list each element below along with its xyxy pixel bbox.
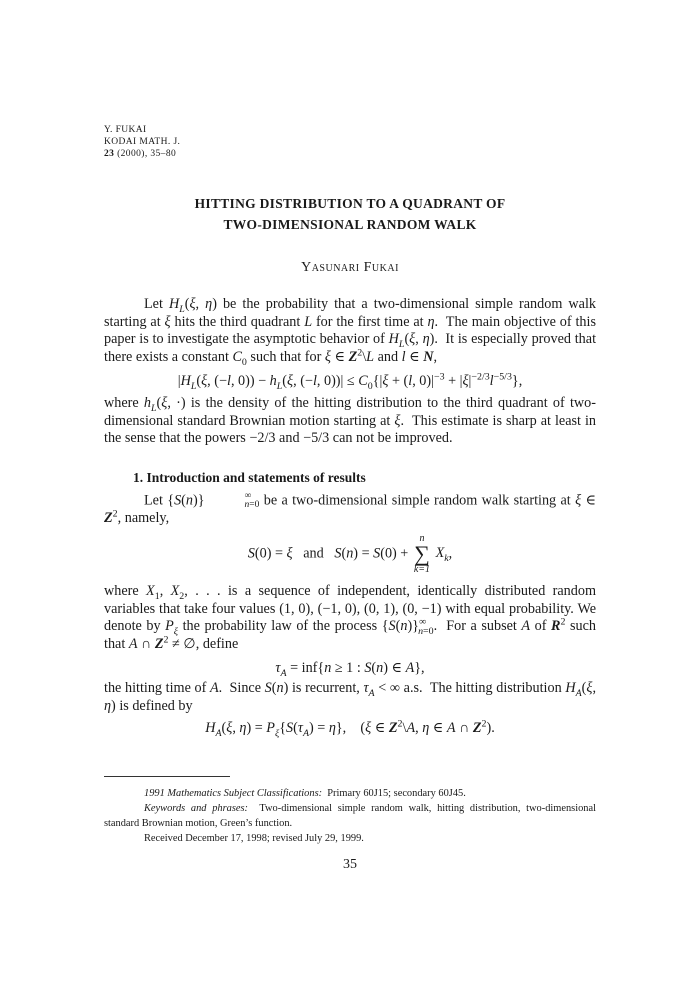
intro-paragraph-2: where $X_1$, $X_2$, . . . is a sequence of independent, identically distributed random variables that take four values (1, 0), (−1, 0), (0, 1), (0, −1) with equal probability. We denote by $P_\xi$ the probability law of the process $\{S(n)\}^\infty_{n=0}$. For a subset A of $R^2$ such that A ∩ $Z^2$ ≠ ∅, define — [104, 583, 597, 652]
abstract-paragraph-2: where $h_L(\xi$, ·) is the density of the hitting distribution to the third quadrant of two-dimensional standard Brownian motion starting at ξ. This estimate is sharp at least in the sense that the powers −2/3 and −5/3 can not be improved. — [104, 395, 596, 446]
header-pages: (2000), 35–80 — [117, 149, 177, 159]
page-number: 35 — [343, 857, 357, 872]
intro-paragraph-3: the hitting time of A. Since S(n) is recurrent, $\tau_A$ < ∞ a.s. The hitting distribution $H_A(\xi$, η) is defined by — [104, 680, 596, 714]
paper-title — [104, 193, 596, 235]
keywords-label: Keywords and phrases: — [144, 803, 248, 814]
section-heading: 1. Introduction and statements of results — [133, 470, 366, 485]
footnote-keywords — [104, 801, 596, 831]
walk-definition-equation: S(0) = ξ and S(n) = S(0) + n ∑ k=1 $X_k$, — [247, 533, 453, 575]
classification-label: 1991 Mathematics Subject Classifications: — [144, 788, 323, 799]
header-journal: KODAI MATH. J. — [104, 137, 181, 147]
hitting-time-equation: $\tau_A = inf\{n \ge 1$ : S(n) ∈ A}, — [275, 660, 425, 679]
title-line-2: TWO-DIMENSIONAL RANDOM WALK — [223, 217, 477, 232]
header-citation — [104, 148, 180, 160]
author-name: Yasunari Fukai — [301, 260, 399, 275]
intro-paragraph-1: Let {S(n)} ∞ n=0 be a two-dimensional simple random walk starting at ξ ∈ $Z^2$, namely, — [104, 491, 596, 526]
abstract-paragraph-1: Let $H_L(\xi$, η) be the probability that a two-dimensional simple random walk starting at ξ hits the third quadrant L for the first time at η. The main objective of this paper is to investigate the asymptotic behavior of $H_L(\xi$, η). It is especially proved that there exists a constant $C_0$ such that for ξ ∈ $Z^2\backslash L$ and l ∈ N, — [104, 296, 597, 368]
footnote-classification — [104, 786, 596, 801]
header-volume: 23 — [104, 149, 115, 159]
footnote-rule — [104, 776, 230, 777]
running-header — [104, 124, 180, 160]
footnote-received: Received December 17, 1998; revised July 29, 1999. — [144, 833, 364, 844]
keywords-text: Two-dimensional simple random walk, hitting distribution, two-dimensional standard Brownian motion, Green’s function. — [104, 803, 596, 829]
abstract-inequality: $|H_L(\xi$, (−l, $0)) - h_L(\xi$, (−l, $0))| \le C_0\{|\xi + (l$, $0)|^{-3} + |\xi|^{-2/3}l^{-5/3}$}, — [177, 371, 523, 392]
header-author: Y. FUKAI — [104, 125, 147, 135]
classification-text: Primary 60J15; secondary 60J45. — [327, 788, 466, 799]
hitting-distribution-equation: $H_A(\xi$, $\eta) = P_\xi\{S(\tau_A) = \eta\}$, (ξ ∈ $Z^2\backslash A$, η ∈ A ∩ $Z^2$). — [205, 718, 495, 739]
title-line-1: HITTING DISTRIBUTION TO A QUADRANT OF — [194, 196, 506, 211]
footnotes — [104, 786, 596, 846]
